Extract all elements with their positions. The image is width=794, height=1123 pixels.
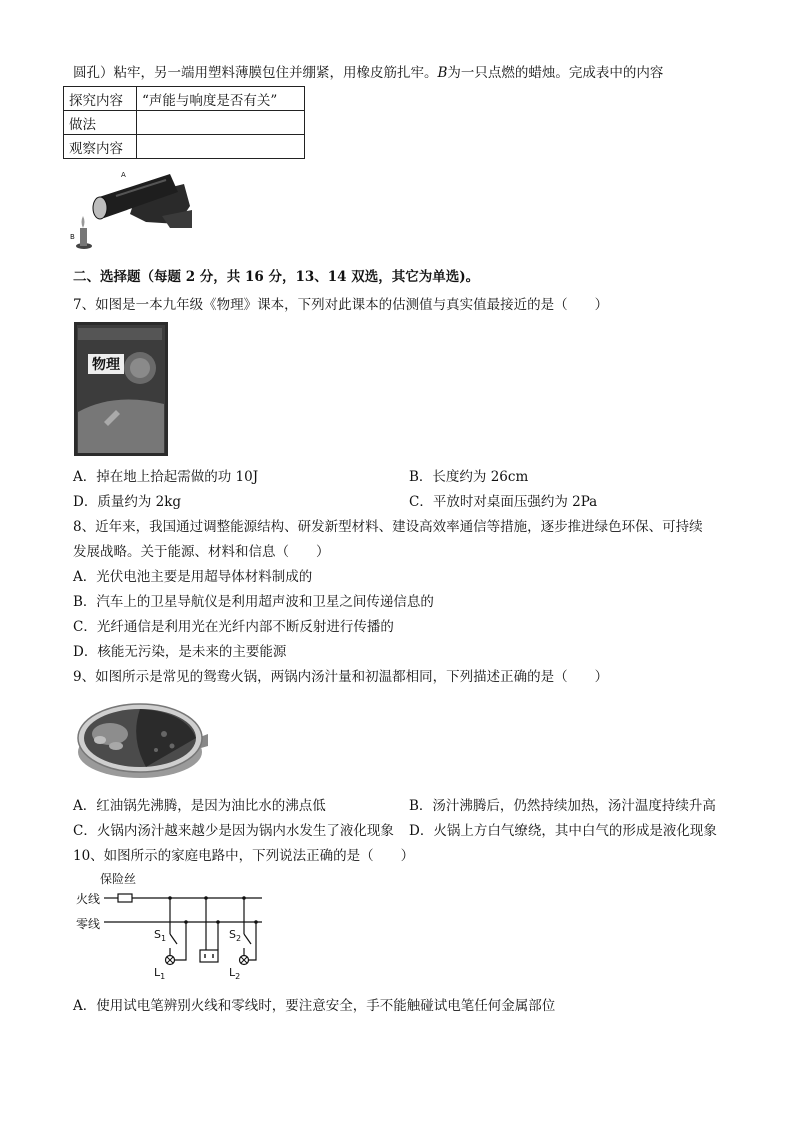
intro-line — [73, 64, 663, 82]
switch-s2-sub: 2 — [235, 934, 242, 943]
table-row — [64, 111, 305, 135]
table-row — [64, 135, 305, 159]
intro-text-before: 圆孔）粘牢，另一端用塑料薄膜包住并绷紧，用橡皮筋扎牢。 — [73, 65, 438, 81]
switch-s2-letter: S — [229, 928, 236, 941]
lamp-l1-sub: 1 — [160, 972, 166, 980]
q8-option-b: B．汽车上的卫星导航仪是利用超声波和卫星之间传递信息的 — [73, 594, 434, 610]
intro-text-after: 为一只点燃的蜡烛。完成表中的内容 — [447, 65, 664, 81]
neutral-wire-label: 零线 — [76, 917, 101, 931]
table-row — [64, 87, 305, 111]
q9-option-d: D．火锅上方白气缭绕，其中白气的形成是液化现象 — [409, 823, 717, 839]
hotpot-figure — [76, 694, 208, 786]
q7-option-d: D．质量约为 2kg — [73, 494, 182, 510]
q8-option-d: D．核能无污染，是未来的主要能源 — [73, 644, 287, 660]
q9-option-b: B．汤汁沸腾后，仍然持续加热，汤汁温度持续升高 — [409, 798, 716, 814]
q8-stem-line2: 发展战略。关于能源、材料和信息（ ） — [73, 544, 330, 560]
q8-stem-line1: 8、近年来，我国通过调整能源结构、研发新型材料、建设高效率通信等措施，逐步推进绿色环保、可持续 — [73, 519, 703, 535]
table-label-cell: 做法 — [64, 111, 137, 135]
tube-label-a: A — [121, 171, 126, 179]
physics-book-figure — [74, 322, 168, 456]
section-heading: 二、选择题（每题 2 分，共 16 分，13、14 双选，其它为单选)。 — [73, 269, 480, 285]
q8-option-a: A．光伏电池主要是用超导体材料制成的 — [73, 569, 313, 585]
fuse-label: 保险丝 — [100, 872, 137, 886]
book-title: 物理 — [92, 357, 120, 373]
table-label-cell: 探究内容 — [64, 87, 137, 111]
q10-stem: 10、如图所示的家庭电路中，下列说法正确的是（ ） — [73, 848, 415, 864]
table-value-cell — [137, 135, 305, 159]
experiment-table — [63, 86, 305, 159]
q9-stem: 9、如图所示是常见的鸳鸯火锅，两锅内汤汁量和初温都相同，下列描述正确的是（ ） — [73, 669, 609, 685]
table-value-cell — [137, 111, 305, 135]
q9-option-a: A．红油锅先沸腾，是因为油比水的沸点低 — [73, 798, 326, 814]
fuse-symbol — [118, 894, 132, 902]
q8-option-c: C．光纤通信是利用光在光纤内部不断反射进行传播的 — [73, 619, 394, 635]
tube-candle-figure — [66, 166, 192, 258]
lamp-l2-sub: 2 — [235, 972, 241, 980]
live-wire-label: 火线 — [76, 892, 101, 906]
intro-b-label: B — [437, 65, 448, 81]
lamp-l2-letter: L — [229, 966, 236, 979]
q7-option-c: C．平放时对桌面压强约为 2Pa — [409, 494, 598, 510]
switch-s1-letter: S — [154, 928, 161, 941]
q10-option-a: A．使用试电笔辨别火线和零线时，要注意安全，手不能触碰试电笔任何金属部位 — [73, 998, 556, 1014]
q7-stem: 7、如图是一本九年级《物理》课本，下列对此课本的估测值与真实值最接近的是（ ） — [73, 297, 609, 313]
q7-option-b: B．长度约为 26cm — [409, 469, 529, 485]
q7-option-a: A．掉在地上拾起需做的功 10J — [73, 469, 259, 485]
switch-s1-sub: 1 — [160, 934, 167, 943]
socket-symbol — [200, 950, 218, 962]
circuit-figure — [74, 872, 270, 980]
table-label-cell: 观察内容 — [64, 135, 137, 159]
table-value-cell: “声能与响度是否有关” — [137, 87, 305, 111]
q9-option-c: C．火锅内汤汁越来越少是因为锅内水发生了液化现象 — [73, 823, 394, 839]
candle-label-b: B — [70, 233, 75, 241]
lamp-l1-letter: L — [154, 966, 161, 979]
